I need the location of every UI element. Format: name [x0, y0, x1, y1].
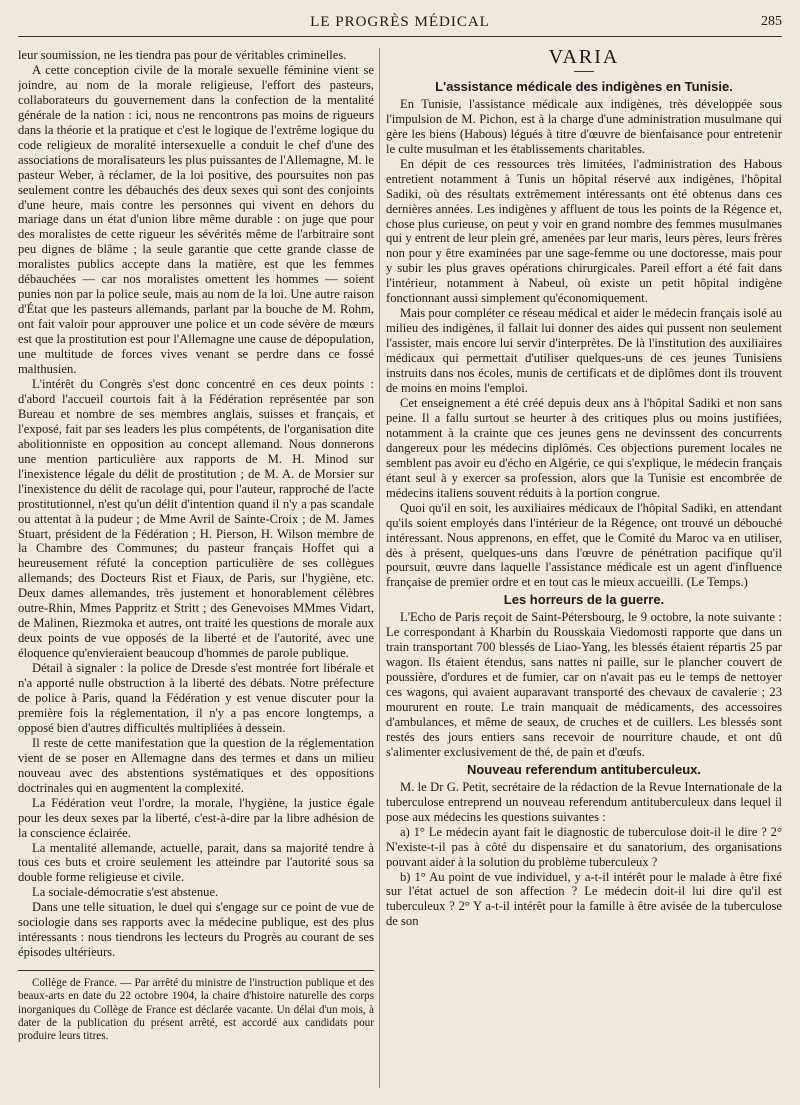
page-number: 285: [761, 14, 782, 29]
section-title: VARIA: [548, 48, 620, 68]
footnote-rule: [18, 970, 374, 971]
paragraph: M. le Dr G. Petit, secrétaire de la rédaction de la Revue Internationale de la tuberculose entreprend un nouveau referendum antituberculeux dans lequel il pose aux médecins les questions suivantes :: [386, 779, 782, 824]
paragraph: La mentalité allemande, actuelle, parait, dans sa majorité tendre à tous ces buts et croire seulement les atteindre par l'autorité sous sa double forme religieuse et civile.: [18, 840, 374, 885]
footnote: Collège de France. — Par arrêté du ministre de l'instruction publique et des beaux-arts en date du 22 octobre 1904, la chaire d'histoire naturelle des corps inorganiques du Collège de France est déclarée vacante. Un délai d'un mois, à dater de la publication du présent arrêté, est accordé aux candidats pour produire leurs titres.: [18, 977, 374, 1042]
article-title: Nouveau referendum antituberculeux.: [466, 761, 702, 777]
article-title: L'assistance médicale des indigènes en Tunisie.: [435, 78, 733, 94]
paragraph: En dépit de ces ressources très limitées, l'administration des Habous entretient notamment à Tunis un hôpital réservé aux indigènes, l'hôpital Sadiki, où des résultats extrêmement intéressants ont été obtenus dans ces dernières années. Les indigènes y affluent de tous les points de la Régence et, chose plus curieuse, on peut y voir en grand nombre des femmes musulmanes qui y entrent de leur plein gré, amenées par leur maris, leurs pères, leurs frères non pour y être examinées par une sage-femme ou une doctoresse, mais pour y subir les plus graves opérations chirurgicales. Pareil effort a été fait dans l'intérieur, notamment à Nabeul, où existe un petit hôpital indigène fonctionnant aussi simplement qu'économiquement.: [386, 156, 782, 306]
paragraph: Quoi qu'il en soit, les auxiliaires médicaux de l'hôpital Sadiki, en attendant qu'ils soient employés dans l'intérieur de la Régence, ont trouvé un débouché intéressant. Nous apprenons, en effet, que le Comité du Maroc va en utiliser, dès à présent, quelques-uns dans l'œuvre de pénétration pacifique qu'il poursuit, œuvre dans laquelle l'assistance médicale est un agent d'influence française de premier ordre et en tout cas le mieux accueilli. (Le Temps.): [386, 500, 782, 590]
article-title: Les horreurs de la guerre.: [503, 592, 665, 608]
paragraph: La Fédération veut l'ordre, la morale, l'hygiène, la justice égale pour les deux sexes par la liberté, c'est-à-dire par la libre adhésion de la conscience éclairée.: [18, 795, 374, 840]
paragraph: A cette conception civile de la morale sexuelle féminine vient se joindre, au nom de la morale religieuse, l'effort des pasteurs, collaborateurs du gouvernement dans la confection de la mentalité générale de la nation : ici, nous ne rencontrons pas moins de rigueurs dans la théorie et la pratique et c'est le logique de l'extrême logique du code religieux de moralité intersexuelle a conduit le chef d'une des associations de moralisateurs les plus puissantes de l'Allemagne, M. le pasteur Weber, à réclamer, de la loi positive, des poursuites non pas seulement contre les débauchés des deux sexes qui sont des conjoints d'une heure, mais contre les personnes qui vivent en dehors du mariage dans un état d'union libre même durable : on juge que pour des moralistes de cette rigueur les sévérités même de l'arbitraire sont peu dignes de blâme ; la seule garantie que cette grande classe de moralistes publics accepte dans la matière, est que les femmes débauchées — car nos moralistes omettent les hommes — soient punies non par la police seule, mais au nom de la loi. Une autre raison d'État que les pasteurs allemands, parlant par la bouche de M. Rohm, ont fait valoir pour approuver une police et un code sévère de mœurs est que la prostitution est pour l'Allemagne une cause de dépopulation, une multitude de forces vives venant se perdre dans ce fossé malthusien.: [18, 62, 374, 377]
paragraph: b) 1° Au point de vue individuel, y a-t-il intérêt pour le malade à être fixé sur l'état actuel de son affection ? Le médecin doit-il lui dire qu'il est tuberculeux ? 2° Y a-t-il intérêt pour la famille à être avisée de la tuberculose de son: [386, 869, 782, 929]
paragraph: Il reste de cette manifestation que la question de la réglementation vient de se poser en Allemagne dans des termes et dans un milieu nouveau avec des abstentions systématiques et des oppositions doctrinales qui en augmentent la complexité.: [18, 735, 374, 795]
left-column: [18, 48, 374, 1098]
paragraph: La sociale-démocratie s'est abstenue.: [32, 885, 219, 900]
right-column: [386, 48, 782, 1098]
paragraph: Détail à signaler : la police de Dresde s'est montrée fort libérale et n'a apporté nulle obstruction à la liberté des débats. Notre préfecture de police à Paris, quand la Fédération y est venue discuter pour la première fois la réglementation, il n'y a pas encore longtemps, a opposé bien d'autres difficultés multipliées à dessein.: [18, 661, 374, 735]
paragraph: L'Echo de Paris reçoit de Saint-Pétersbourg, le 9 octobre, la note suivante : Le correspondant à Kharbin du Rousskaia Viedomosti rapporte que dans un train transportant 700 blessés de Liao-Yang, les blessés étaient répartis 25 par wagon. Ils étaient étendus, sans nattes ni paille, sur le plancher couvert de poussière, d'ordures et de fumier, car on n'avait pas eu le temps de nettoyer ces wagons, qui avaient auparavant transporté des chevaux de cavalerie ; 23 moururent en route. Le train manquait de médicaments, des accessoires d'ambulances, et même de seaux, de cruches et de cuillers. Les blessés sont restés des jours entiers sans recevoir de nourriture chaude, et ont dû s'alimenter exclusivement de thé, de pain et d'œufs.: [386, 610, 782, 759]
running-title: LE PROGRÈS MÉDICAL: [310, 14, 490, 30]
paragraph: Mais pour compléter ce réseau médical et aider le médecin français isolé au milieu des indigènes, il fallait lui donner des aides qui pussent non seulement l'assister, mais encore lui servir d'interprètes. De là l'institution des auxiliaires médicaux qui permettait d'utiliser quelques-uns de ces jeunes Tunisiens instruits dans nos écoles, munis de certificats et de diplômes dont ils trouvent de moins en moins l'emploi.: [386, 306, 782, 396]
paragraph: Dans une telle situation, le duel qui s'engage sur ce point de vue de sociologie dans ses rapports avec la médecine publique, est des plus intéressants : nous tiendrons les lecteurs du Progrès au courant de ses épisodes ultérieurs.: [18, 900, 374, 960]
paragraph: L'intérêt du Congrès s'est donc concentré en ces deux points : d'abord l'accueil courtois fait à la Fédération représentée par son Bureau et nombre de ses membres anglais, suisses et français, et l'exposé, fait par ses leaders les plus compétents, de l'organisation dite abolitionniste en opposition au concept allemand. Nous donnerons une mention particulière aux rapports de M. H. Minod sur l'inexistence légale du délit de prostitution ; de M. A. de Morsier sur l'inexistence du délit de racolage qui, pour l'auteur, rapproché de l'acte prostitutionnel, n'est qu'un délit d'intention quand il n'y a pas scandale ou attentat à la pudeur ; de Mme Avril de Sainte-Croix ; de M. James Stuart, président de la Fédération ; H. Pierson, H. Wilson membre de la Chambre des Communes; du pasteur français Hoffet qui a heureusement réfuté la conception particulière de ses collègues allemands; des Docteurs Rist et Fiaux, de Paris, sur l'hygiène, etc. Deux dames allemandes, très justement et honorablement célèbres outre-Rhin, Mmes Pappritz et Stritt ; des Genevoises MMmes Vidart, de Malinen, Riezmoka et autres, ont traité les questions de morale aux deux points de vue opposés de la liberté et de l'autorité, avec une éloquence qu'envieraient beaucoup d'hommes de parole publique.: [18, 376, 374, 661]
column-divider: [379, 48, 380, 1088]
section-rule: [574, 71, 594, 72]
paragraph: En Tunisie, l'assistance médicale aux indigènes, très développée sous l'impulsion de M. Pichon, est à la charge d'une administration musulmane qui gère les biens (Habous) légués à titre d'œuvre de bienfaisance pour entretenir le culte musulman et les établissements charitables.: [386, 96, 782, 156]
paragraph: Cet enseignement a été créé depuis deux ans à l'hôpital Sadiki et non sans peine. Il a fallu surtout se heurter à des critiques plus ou moins justifiées, notamment à la crainte que ces jeunes gens ne devinssent des concurrents dangereux pour les médecins diplômés. Ces objections purement locales ne semblent pas avoir eu d'écho en Algérie, ce qui s'explique, le médecin français étant seul à y exercer sa profession, alors que la Tunisie est encombrée de médecins italiens souvent réduits à la portion congrue.: [386, 395, 782, 500]
paragraph: leur soumission, ne les tiendra pas pour de véritables criminelles.: [18, 48, 347, 62]
page-header: [18, 14, 782, 37]
paragraph: a) 1° Le médecin ayant fait le diagnostic de tuberculose doit-il le dire ? 2° N'existe-t-il pas à côté du dispensaire et du sanatorium, des organisations pouvant aider à la solution du problème tuberculeux ?: [386, 824, 782, 869]
